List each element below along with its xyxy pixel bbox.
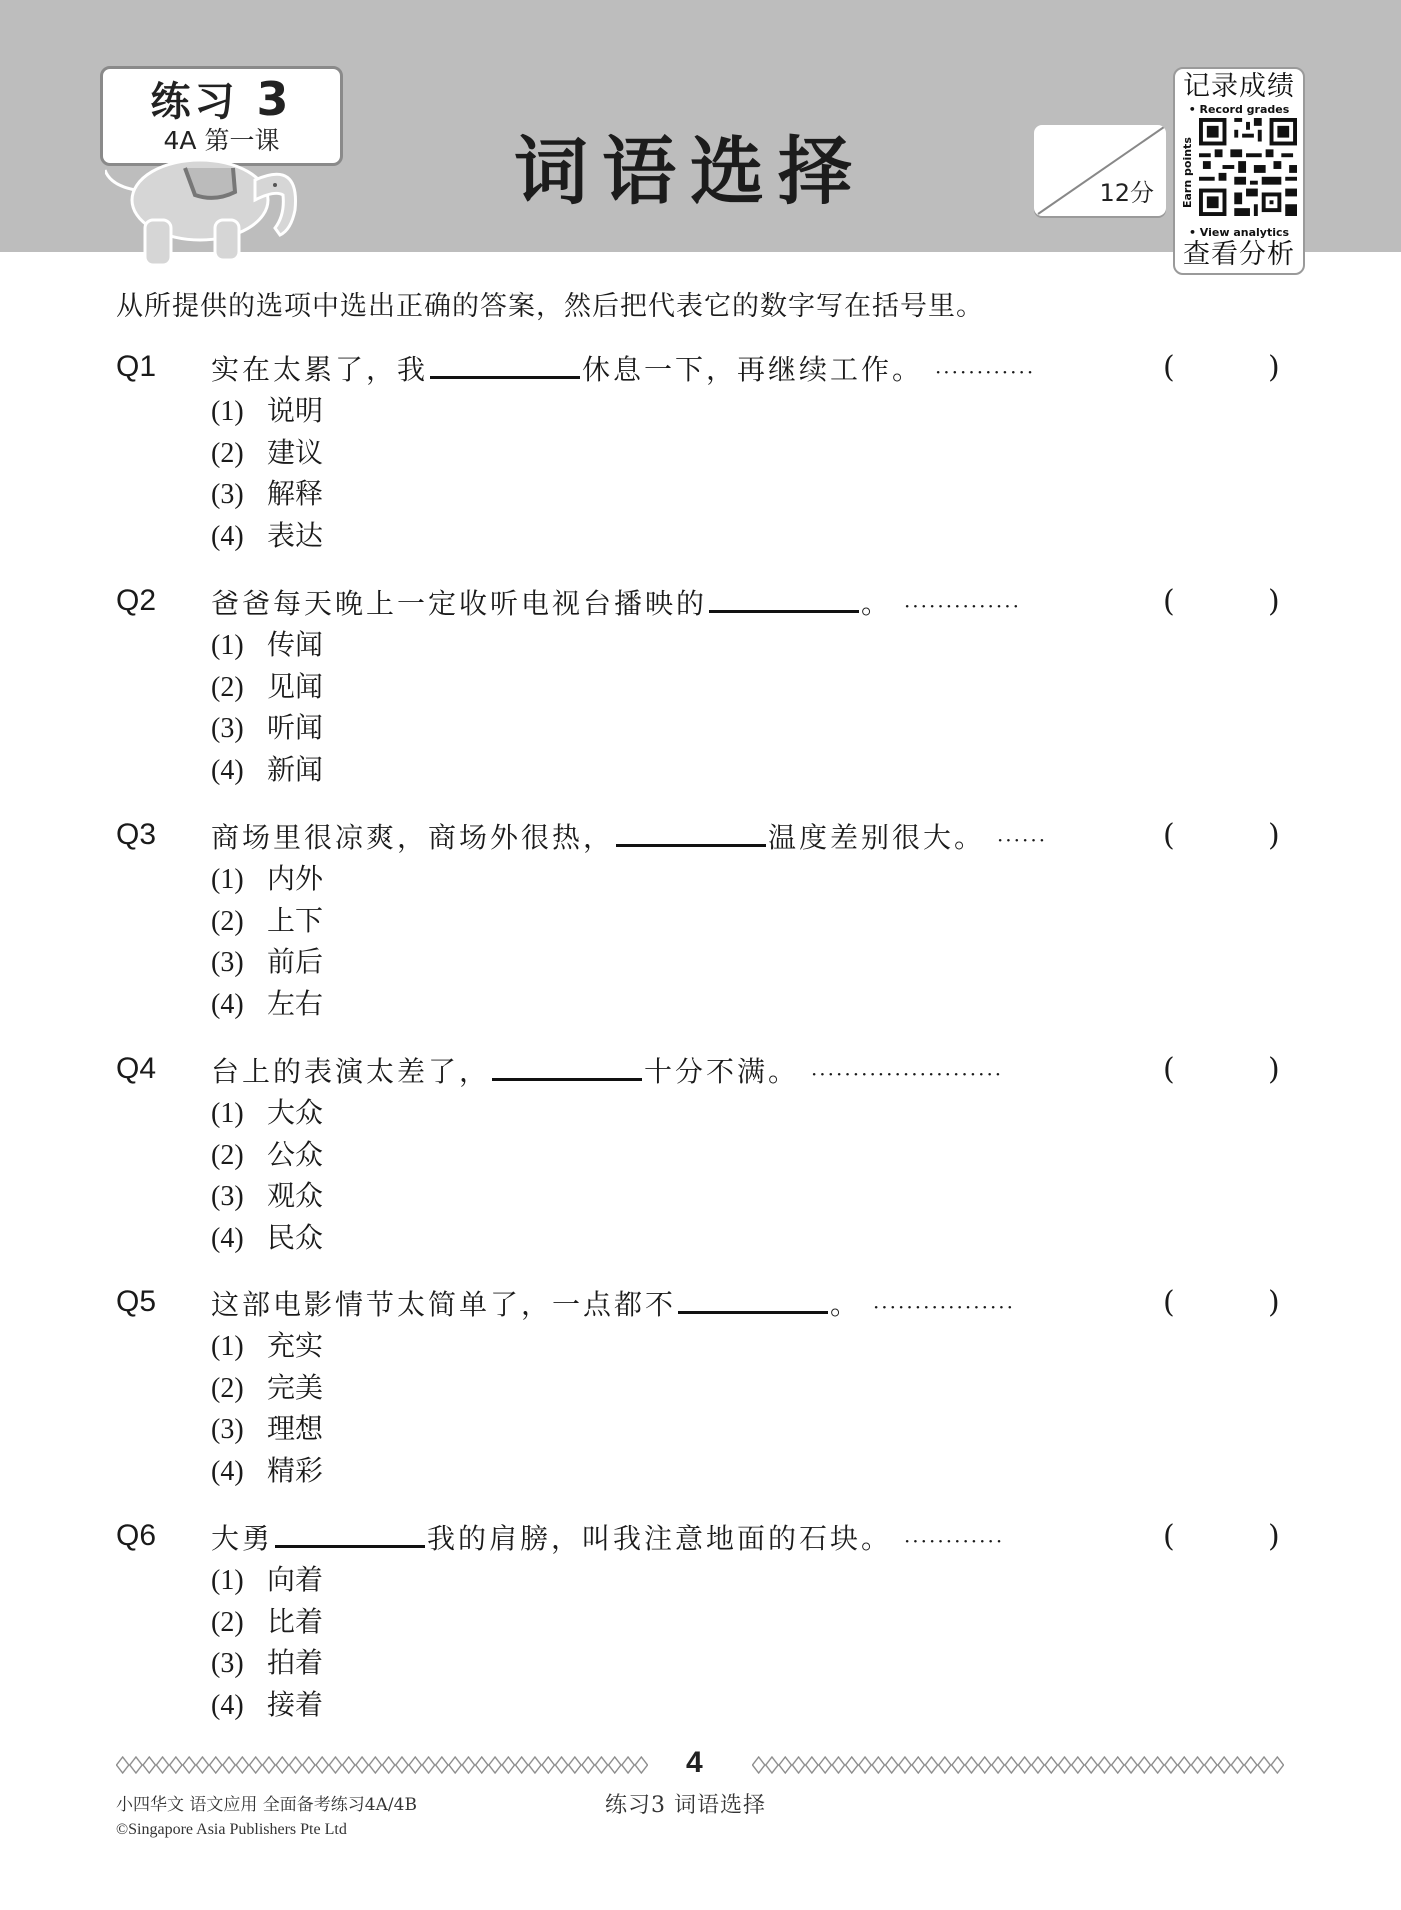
elephant-illustration-icon [105,140,325,270]
answer-blank [492,1052,642,1081]
exercise-label: 练习 [150,79,239,125]
option-2 [211,1601,323,1643]
option-text: 比着 [267,1604,324,1638]
option-4 [211,515,323,557]
answer-bracket-open: ( [1163,1285,1175,1320]
score-box [1034,125,1166,216]
option-text: 左右 [267,986,324,1020]
view-analytics-caption: • View analytics [1188,226,1290,239]
page-title: 词语选择 [514,129,866,215]
option-text: 精彩 [267,1453,324,1487]
option-number: (2) [211,1139,244,1171]
options-list [211,1325,323,1491]
option-number: (2) [211,671,244,703]
leader-dots: ············ [934,359,1036,384]
question-text-after: 休息一下，再继续工作。 [582,353,924,386]
option-text: 传闻 [267,628,324,661]
option-4 [211,749,323,791]
option-text: 理想 [267,1412,324,1445]
option-text: 前后 [267,945,324,978]
option-3 [211,941,323,983]
question-text-after: 我的肩膀，叫我注意地面的石块。 [427,1522,893,1555]
options-list [211,1559,323,1725]
view-analytics-title: 查看分析 [1183,239,1295,270]
option-2 [211,1134,323,1176]
answer-bracket-open: ( [1163,1052,1175,1087]
question-label: Q5 [116,1285,157,1318]
option-text: 见闻 [267,669,324,703]
question-text-before: 台上的表演太差了， [211,1055,491,1088]
option-2 [211,432,323,474]
question-text [211,1519,1004,1559]
option-text: 新闻 [267,752,324,786]
option-number: (2) [211,1606,244,1638]
options-list [211,1092,323,1258]
option-number: (4) [211,1222,244,1254]
diamond-rule-left-icon [116,1756,648,1774]
answer-blank [616,818,766,847]
question-text [211,584,1021,624]
option-1 [211,1325,323,1367]
answer-bracket-open: ( [1163,1519,1175,1554]
option-number: (1) [211,864,244,895]
option-number: (4) [211,988,244,1020]
option-1 [211,858,323,900]
option-text: 民众 [267,1220,324,1254]
option-number: (2) [211,437,244,469]
question-text-before: 商场里很凉爽，商场外很热， [211,821,615,854]
option-text: 接着 [267,1687,324,1721]
question-text [211,818,1047,858]
option-3 [211,1642,323,1684]
option-text: 解释 [267,477,324,510]
option-number: (3) [211,713,244,744]
option-number: (4) [211,520,244,552]
question-text-after: 。 [830,1288,862,1321]
question-label: Q4 [116,1052,157,1085]
answer-bracket-open: ( [1163,350,1175,385]
option-number: (2) [211,1372,244,1404]
leader-dots: ······················· [810,1061,1004,1086]
question-text-after: 温度差别很大。 [768,821,986,854]
question-text [211,1052,1003,1092]
option-text: 表达 [267,518,324,552]
option-number: (1) [211,396,244,427]
leader-dots: ············ [903,1528,1005,1553]
option-number: (1) [211,1098,244,1129]
answer-bracket-close: ) [1268,350,1280,385]
earn-points-caption: Earn points [1181,137,1194,208]
answer-bracket-close: ) [1268,818,1280,853]
record-grades-title: 记录成绩 [1183,71,1295,102]
instruction-text: 从所提供的选项中选出正确的答案，然后把代表它的数字写在括号里。 [116,291,984,322]
option-number: (4) [211,1689,244,1721]
option-number: (3) [211,1414,244,1445]
option-text: 公众 [267,1137,324,1171]
options-list [211,624,323,790]
option-text: 向着 [267,1563,324,1596]
question-text-before: 爸爸每天晚上一定收听电视台播映的 [211,587,708,620]
option-text: 充实 [267,1329,324,1362]
answer-bracket-open: ( [1163,584,1175,619]
diamond-rule-right-icon [752,1756,1284,1774]
answer-bracket-open: ( [1163,818,1175,853]
option-text: 建议 [267,435,324,469]
answer-bracket-close: ) [1268,584,1280,619]
options-list [211,858,323,1024]
qr-card[interactable] [1173,67,1305,275]
option-text: 拍着 [267,1646,324,1679]
copyright: ©Singapore Asia Publishers Pte Ltd [116,1821,347,1838]
answer-blank [430,350,580,379]
question-label: Q3 [116,818,157,851]
section-title: 练习3 词语选择 [605,1793,766,1818]
leader-dots: ······ [996,827,1048,852]
option-2 [211,1367,323,1409]
answer-blank [678,1285,828,1314]
option-number: (3) [211,947,244,978]
book-title: 小四华文 语文应用 全面备考练习4A/4B [116,1795,417,1815]
option-text: 观众 [267,1179,324,1212]
answer-bracket-close: ) [1268,1285,1280,1320]
option-text: 完美 [267,1370,324,1404]
option-2 [211,666,323,708]
answer-blank [275,1519,425,1548]
option-number: (3) [211,1181,244,1212]
option-4 [211,1450,323,1492]
exercise-number: 3 [256,72,293,126]
option-number: (1) [211,630,244,661]
option-3 [211,1408,323,1450]
option-text: 说明 [267,394,324,427]
question-label: Q1 [116,350,157,383]
question-label: Q2 [116,584,157,617]
question-text-before: 这部电影情节太简单了，一点都不 [211,1288,677,1321]
question-text-after: 。 [861,587,893,620]
option-number: (3) [211,479,244,510]
option-1 [211,390,323,432]
record-grades-caption: • Record grades [1188,103,1290,116]
option-4 [211,1684,323,1726]
option-number: (1) [211,1565,244,1596]
option-4 [211,983,323,1025]
option-1 [211,1559,323,1601]
total-score: 12分 [1099,179,1154,207]
option-1 [211,624,323,666]
option-number: (2) [211,905,244,937]
question-text-before: 实在太累了，我 [211,353,429,386]
question-text [211,1285,1015,1325]
option-number: (1) [211,1331,244,1362]
option-1 [211,1092,323,1134]
option-3 [211,473,323,515]
exercise-title [103,72,340,126]
qr-code-icon[interactable] [1199,118,1297,216]
answer-bracket-close: ) [1268,1519,1280,1554]
option-text: 听闻 [267,711,324,744]
leader-dots: ················· [872,1294,1016,1319]
lesson-label: 4A 第一课 [163,126,280,155]
option-number: (4) [211,1455,244,1487]
question-label: Q6 [116,1519,157,1552]
leader-dots: ·············· [903,593,1021,618]
options-list [211,390,323,556]
option-text: 内外 [267,862,324,895]
option-3 [211,707,323,749]
answer-bracket-close: ) [1268,1052,1280,1087]
option-3 [211,1175,323,1217]
option-text: 大众 [267,1096,324,1129]
option-number: (4) [211,754,244,786]
page-number: 4 [686,1746,703,1779]
option-2 [211,900,323,942]
question-text-before: 大勇 [211,1522,274,1555]
question-text [211,350,1035,390]
question-text-after: 十分不满。 [644,1055,800,1088]
option-number: (3) [211,1648,244,1679]
option-4 [211,1217,323,1259]
answer-blank [709,584,859,613]
option-text: 上下 [267,903,324,937]
